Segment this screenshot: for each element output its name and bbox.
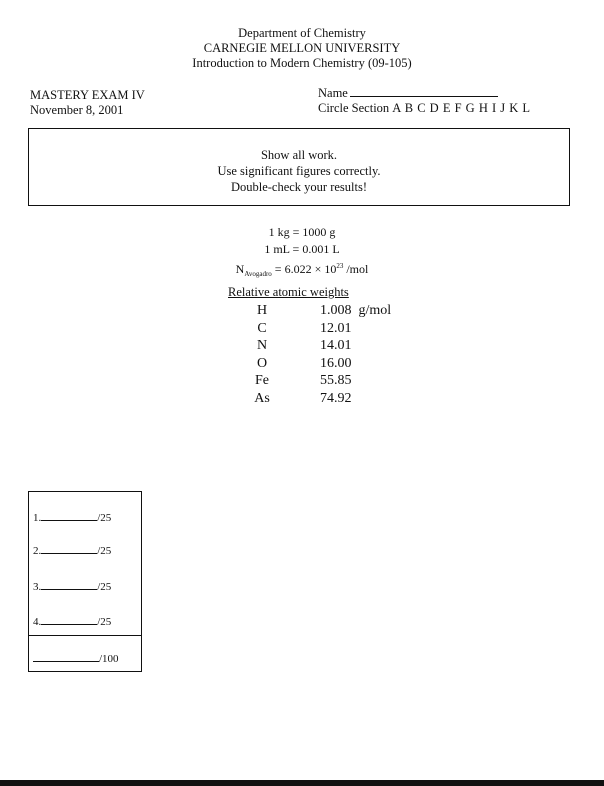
student-info xyxy=(318,85,531,116)
element-symbol: H xyxy=(256,303,268,318)
section-options[interactable]: A B C D E F G H I J K L xyxy=(392,101,531,115)
score-row-q3 xyxy=(33,580,111,593)
score-box xyxy=(28,491,142,672)
element-symbol: C xyxy=(257,320,267,336)
university-title: CARNEGIE MELLON UNIVERSITY xyxy=(203,41,401,55)
instructions-box xyxy=(28,128,570,206)
score-row-q2 xyxy=(33,544,111,557)
avogadro-symbol: N xyxy=(235,262,245,276)
score-max: /25 xyxy=(97,581,112,593)
weight-value: 14.01 xyxy=(320,338,352,353)
name-row xyxy=(318,85,531,101)
total-blank[interactable] xyxy=(33,652,99,662)
weight-row xyxy=(228,372,391,390)
score-blank[interactable] xyxy=(41,615,97,625)
document-header xyxy=(0,26,604,71)
instruction-line: Show all work. xyxy=(260,148,338,162)
score-blank[interactable] xyxy=(41,580,97,590)
exam-date: November 8, 2001 xyxy=(30,103,124,117)
weight-row xyxy=(228,320,391,338)
course-title: Introduction to Modern Chemistry (09-105) xyxy=(192,56,412,70)
scan-edge xyxy=(0,780,604,786)
score-row-q4 xyxy=(33,615,111,628)
weight-unit: g/mol xyxy=(358,303,392,318)
weight-row xyxy=(228,390,391,408)
weight-value: 1.008 xyxy=(320,303,352,318)
constant-kg: 1 kg = 1000 g xyxy=(268,225,336,239)
weights-table xyxy=(228,302,391,407)
avogadro-unit: /mol xyxy=(343,262,369,276)
avogadro-value: = 6.022 × 10 xyxy=(271,262,337,276)
element-symbol: Fe xyxy=(255,373,269,388)
weight-row xyxy=(228,337,391,355)
question-number: 3. xyxy=(33,581,42,593)
name-label: Name xyxy=(318,86,348,100)
weight-value: 12.01 xyxy=(320,320,352,336)
instruction-line: Double-check your results! xyxy=(230,180,368,194)
department-title: Department of Chemistry xyxy=(238,26,366,40)
score-max: /25 xyxy=(97,545,112,557)
score-row-total xyxy=(33,652,119,665)
avogadro-exponent: 23 xyxy=(336,262,344,270)
weight-value: 55.85 xyxy=(320,373,352,388)
constants-block xyxy=(0,224,604,283)
weight-value: 16.00 xyxy=(320,355,352,371)
weight-row xyxy=(228,355,391,373)
total-max: /100 xyxy=(99,653,119,665)
section-label: Circle Section xyxy=(318,101,390,115)
score-row-q1 xyxy=(33,511,111,524)
score-max: /25 xyxy=(97,512,112,524)
weight-value: 74.92 xyxy=(320,390,352,406)
avogadro-subscript: Avogadro xyxy=(244,270,272,278)
constant-avogadro xyxy=(0,258,604,283)
score-blank[interactable] xyxy=(41,544,97,554)
question-number: 4. xyxy=(33,616,42,628)
exam-info xyxy=(30,88,145,118)
question-number: 2. xyxy=(33,545,42,557)
element-symbol: As xyxy=(254,390,270,406)
weight-row xyxy=(228,302,391,320)
element-symbol: N xyxy=(256,338,268,353)
name-field[interactable] xyxy=(350,85,498,97)
weights-title: Relative atomic weights xyxy=(228,285,349,299)
score-max: /25 xyxy=(97,616,112,628)
section-row xyxy=(318,101,531,116)
score-divider xyxy=(29,635,141,636)
element-weight xyxy=(296,302,391,320)
constant-ml: 1 mL = 0.001 L xyxy=(264,242,340,256)
score-blank[interactable] xyxy=(41,511,97,521)
element-symbol: O xyxy=(256,355,268,371)
instruction-line: Use significant figures correctly. xyxy=(217,164,381,178)
exam-title: MASTERY EXAM IV xyxy=(30,88,145,102)
question-number: 1. xyxy=(33,512,42,524)
